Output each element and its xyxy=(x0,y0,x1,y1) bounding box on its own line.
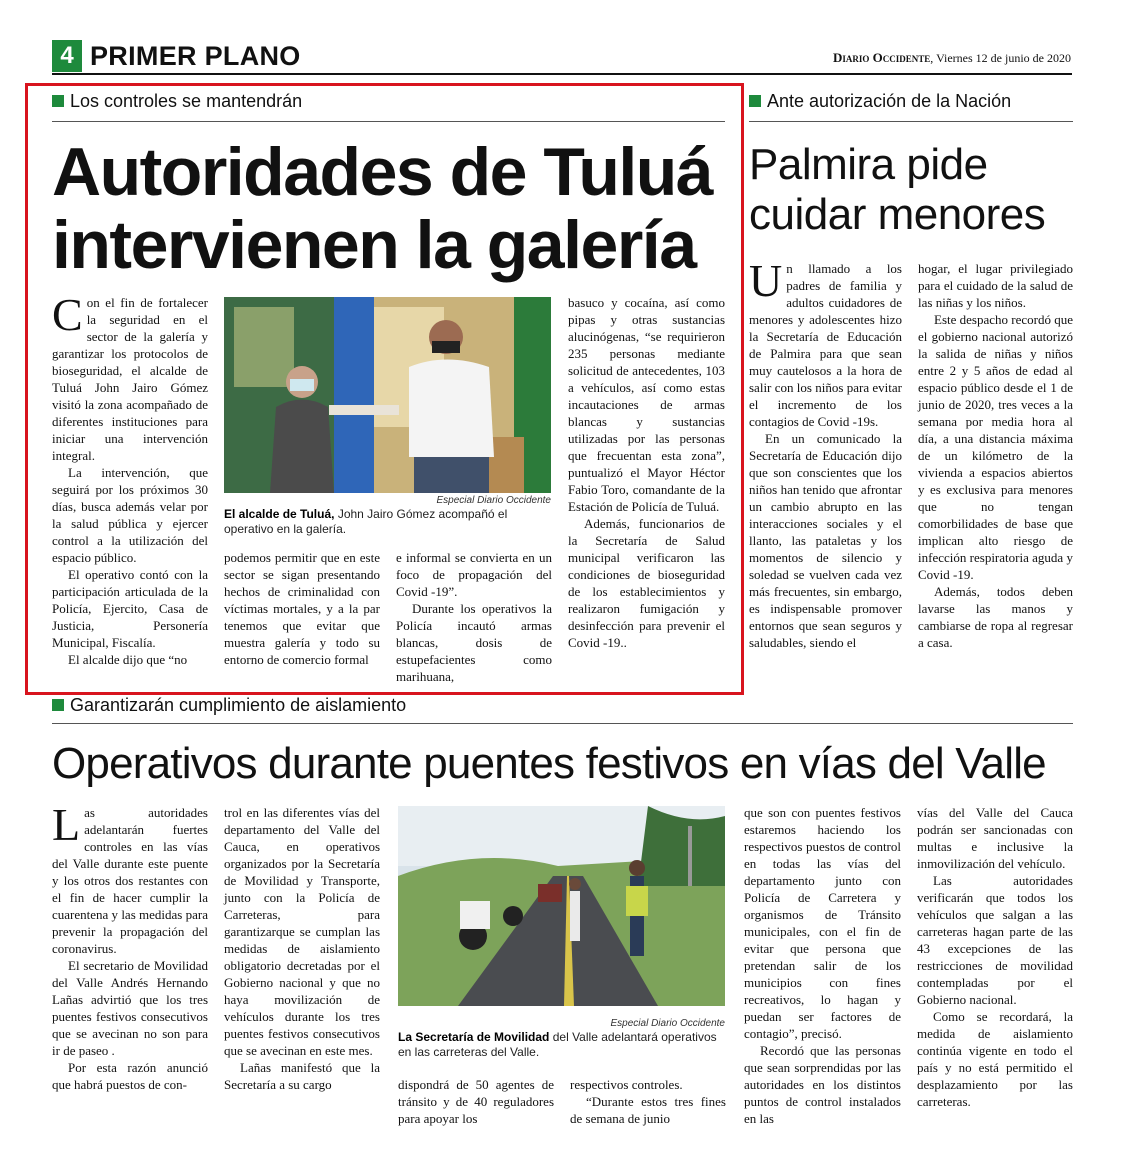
story2-headline-line1: Palmira pide xyxy=(749,140,988,189)
story1-headline-line1: Autoridades de Tuluá xyxy=(52,134,713,210)
story1-column-2: podemos permitir que en este sector se sigan presentando hechos de criminalidad con víctimas mortales, y a la par tenemos que evitar que muestra galería y todo su entorno de comercio formal xyxy=(224,550,380,667)
section-title: PRIMER PLANO xyxy=(90,41,301,71)
story3-caption: La Secretaría de Movilidad del Valle adelantará operativos en las carreteras del Valle. xyxy=(398,1030,717,1059)
story1-column-4: basuco y cocaína, así como pipas y otras sustancias alucinógenas, “se requirieron 235 personas mediante solicitud de antecedentes, 103 a vehículos, así como estas incautaciones de armas blancas y sustancias utilizadas por las personas que frecuentan esta zona”, puntualizó el Mayor Héctor Fabio Toro, comandante de la Estación de Policía de Tuluá. Además, funcionarios de la Secretaría de Salud municipal verificaron las condiciones de bioseguridad de los establecimientos y realizaron fumigación y desinfección para prevenir el Covid -19.. xyxy=(568,295,725,650)
dropcap: U xyxy=(749,255,783,306)
story3-photo xyxy=(398,806,725,1006)
story3-column-5: que son con puentes festivos estaremos haciendo los respectivos puestos de control en todas las vías del departamento junto con Policía de Carretera y organismos de Tránsito municipales, con el fin de evitar que persona que pretendan salir de los municipios con fines recreativos, lo hagan y puedan ser factores de contagio”, precisó. Recordó que las personas que sean sorprendidas por las autoridades en los distintos puntos de control instalados en las xyxy=(744,805,901,1126)
story1-photo-credit: Especial Diario Occidente xyxy=(436,495,551,506)
story3-kicker: Garantizarán cumplimiento de aislamiento xyxy=(52,694,406,716)
story1-column-1: Con el fin de fortalecer la seguridad en el sector de la galería y garantizar los protocolos de bioseguridad, el alcalde de Tuluá John Jairo Gómez visitó la zona acompañado de diferentes instituciones para iniciar una intervención integral. La intervención, que seguirá por los próximos 30 días, busca además velar por la salud pública y ejercer control a la utilización del espacio público. El operativo contó con la participación articulada de la Policía, Ejercito, Casa de Justicia, Personería Municipal, Fiscalía. El alcalde dijo que “no xyxy=(52,289,208,667)
story1-headline-line2: intervienen la galería xyxy=(52,207,696,283)
issue-date: , Viernes 12 de junio de 2020 xyxy=(930,51,1071,65)
dateline xyxy=(833,50,1071,66)
story3-column-2: trol en las diferentes vías del departamento del Valle del Cauca, en operativos organizados por la Secretaría de Movilidad y Transporte, junto con la Policía de Carreteras, para garantizarque se cumplan las medidas de aislamiento obligatorio decretadas por el Gobierno nacional y que no haya movilización de vehículos durante los tres puentes festivos consecutivos que se avecinan en este mes. Lañas manifestó que la Secretaría a su cargo xyxy=(224,805,380,1092)
kicker-rule xyxy=(52,121,725,122)
paper-name: Diario Occidente xyxy=(833,50,931,65)
kicker-square-icon xyxy=(749,95,761,107)
story1-photo xyxy=(224,297,551,493)
story2-column-1: Un llamado a los padres de familia y adultos cuidadores de menores y adolescentes hizo la Secretaría de Educación de Palmira para que sean muy cautelosos a la hora de salir con los niños para evitar el incremento de los contagios de Covid -19s. En un comunicado la Secretaría de Educación dijo que son conscientes que los niños han tenido que afrontar un cambio abrupto en las interacciones sociales y el llanto, las pataletas y los momentos de silencio y soledad se vuelven cada vez más frecuentes, sin embargo, es indispensable promover entornos que sean seguros y saludables, siendo el xyxy=(749,255,902,650)
page-number: 4 xyxy=(52,40,82,72)
story2-column-2: hogar, el lugar privilegiado para el cuidado de la salud de las niñas y los niños. Este despacho recordó que el gobierno nacional autorizó la salida de niñas y niños entre 2 y 5 años de edad al espacio público desde el 1 de junio de 2020, tres veces a la semana por media hora al día, a una distancia máxima de un kilómetro de la vivienda a espacios abiertos y es exclusiva para menores que no tengan comorbilidades de base que implican alto riesgo de infección respiratoria aguda y Covid -19. Además, todos deben lavarse las manos y cambiarse de ropa al regresar a casa. xyxy=(918,261,1073,650)
kicker-square-icon xyxy=(52,95,64,107)
header-rule xyxy=(52,73,1072,75)
dropcap: C xyxy=(52,289,83,340)
story3-column-6: vías del Valle del Cauca podrán ser sancionadas con multas e inclusive la inmovilización del vehículo. Las autoridades verificarán que todos los vehículos que salgan a las carreteras hagan parte de las 43 excepciones de las restricciones de movilidad contempladas por el Gobierno nacional. Como se recordará, la medida de aislamiento continúa vigente en todo el país y no está permitido el desplazamiento por las carreteras. xyxy=(917,805,1073,1109)
story1-kicker: Los controles se mantendrán xyxy=(52,90,302,112)
dropcap: L xyxy=(52,799,81,850)
story3-column-4: respectivos controles. “Durante estos tres fines de semana de junio xyxy=(570,1077,726,1126)
kicker-rule xyxy=(749,121,1073,122)
story3-headline: Operativos durante puentes festivos en vías del Valle xyxy=(52,739,1046,788)
kicker-rule xyxy=(52,723,1073,724)
story3-column-3: dispondrá de 50 agentes de tránsito y de 40 reguladores para apoyar los xyxy=(398,1077,554,1126)
story3-column-1: Las autoridades adelantarán fuertes controles en las vías del Valle durante este puente y los otros dos restantes con el fin de hacer cumplir la cuarentena y las medidas para prevenir la propagación del coronavirus. El secretario de Movilidad del Valle Andrés Hernando Lañas advirtió que los tres puentes festivos consecutivos que se avecinan no son para ir de paseo . Por esta razón anunció que habrá puestos de con- xyxy=(52,799,208,1092)
story3-photo-credit: Especial Diario Occidente xyxy=(610,1018,725,1029)
story1-caption: El alcalde de Tuluá, John Jairo Gómez acompañó el operativo en la galería. xyxy=(224,507,508,536)
story2-kicker: Ante autorización de la Nación xyxy=(749,90,1011,112)
story1-column-3: e informal se convierta en un foco de propagación del Covid -19”. Durante los operativos la Policía incautó armas blancas, dosis de estupefacientes como marihuana, xyxy=(396,550,552,684)
photo-market-scene xyxy=(224,297,551,493)
story2-headline-line2: cuidar menores xyxy=(749,190,1046,239)
photo-road-checkpoint xyxy=(398,806,725,1006)
kicker-square-icon xyxy=(52,699,64,711)
